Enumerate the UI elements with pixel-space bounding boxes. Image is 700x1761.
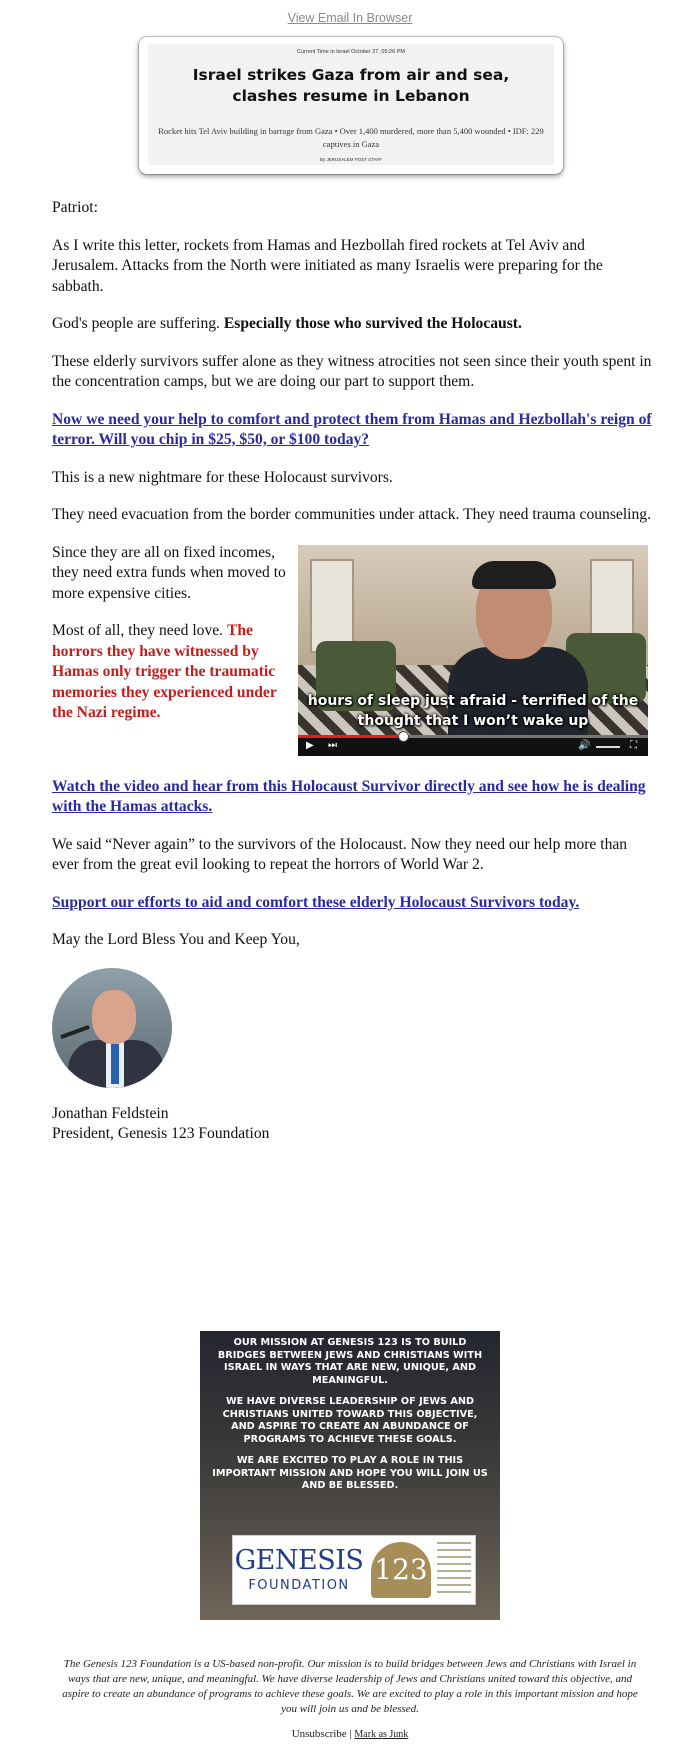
mission-text [212, 1337, 488, 1502]
footer-separator: | [349, 1728, 352, 1740]
footer-links [0, 1728, 700, 1740]
greeting: Patriot: [52, 199, 98, 216]
video-progress-knob[interactable] [398, 731, 409, 742]
headline-byline: By JERUSALEM POST STAFF [319, 157, 383, 162]
play-icon[interactable]: ▶ [306, 739, 314, 751]
logo-foundation-text: FOUNDATION [248, 1578, 350, 1593]
watch-video-link-paragraph [52, 777, 652, 818]
paragraph-suffering [52, 314, 652, 335]
signer-name: Jonathan Feldstein [52, 1104, 169, 1122]
mission-banner [200, 1331, 500, 1620]
news-headline-card[interactable] [139, 37, 563, 174]
headline-title: Israel strikes Gaza from air and sea, clashes resume in Lebanon [192, 66, 510, 105]
paragraph-never-again: We said “Never again” to the survivors of the Holocaust. Now they need our help more than ever from the great evil looking to repeat the horrors of World War 2. [52, 835, 628, 873]
closing-blessing: May the Lord Bless You and Keep You, [52, 931, 300, 948]
news-headline-inner [148, 44, 554, 165]
footer-description: The Genesis 123 Foundation is a US-based non-profit. Our mission is to build bridges between Jews and Christians with Israel in ways that are new, unique, and meaningful. We have diverse leadership of Jews and Christians united toward this objective, and aspire to create an abundance of programs to achieve these goals. We are excited to play a role in this important mission and hope you will join us and be blessed. [62, 1658, 638, 1715]
video-side-text [52, 543, 292, 741]
logo-number-badge: 123 [371, 1542, 431, 1598]
avatar [52, 968, 172, 1088]
mission-paragraph-3: WE ARE EXCITED TO PLAY A ROLE IN THIS IMPORTANT MISSION AND HOPE YOU WILL JOIN US AND BE BLESSED. [212, 1455, 488, 1491]
paragraph-survivors: These elderly survivors suffer alone as they witness atrocities not seen since their youth spent in the concentration camps, but we are doing our part to support them. [52, 352, 652, 390]
avatar-head [92, 990, 136, 1044]
volume-icon[interactable]: 🔊 [578, 739, 591, 751]
video-progress-bar[interactable] [298, 735, 648, 738]
support-survivors-link[interactable]: Support our efforts to aid and comfort these elderly Holocaust Survivors today. [52, 893, 580, 911]
signer-title: President, Genesis 123 Foundation [52, 1125, 270, 1142]
volume-slider[interactable] [596, 746, 620, 748]
view-in-browser-link[interactable]: View Email In Browser [287, 11, 413, 25]
paragraph-love [52, 621, 292, 724]
survivor-video-thumbnail[interactable] [298, 545, 648, 756]
paragraph-rockets: As I write this letter, rockets from Hamas and Hezbollah fired rockets at Tel Aviv and Jerusalem. Attacks from the North were initiated as many Israelis were preparing for the sabbath. [52, 236, 603, 295]
paragraph-evacuation: They need evacuation from the border communities under attack. They need trauma counseling. [52, 506, 651, 523]
letter-body [52, 198, 652, 1145]
logo-wordmark: GENESIS [234, 1545, 364, 1576]
next-icon[interactable]: ⏭ [328, 739, 337, 751]
signature-block [52, 1104, 652, 1145]
fullscreen-icon[interactable]: ⛶ [630, 739, 637, 751]
mark-as-junk-link[interactable]: Mark as Junk [354, 1729, 409, 1740]
survivor-cap [472, 561, 556, 589]
headline-subtitle: Rocket hits Tel Aviv building in barrage from Gaza • Over 1,400 murdered, more than 5,400 wounded • IDF: 229 captives in Gaza [158, 126, 544, 149]
love-text: Most of all, they need love. [52, 622, 224, 639]
video-caption: hours of sleep just afraid - terrified of the thought that I won’t wake up [307, 692, 639, 729]
donate-link-paragraph [52, 410, 652, 451]
donate-link-chip-in[interactable]: Now we need your help to comfort and protect them from Hamas and Hezbollah's reign of terror. Will you chip in $25, $50, or $100 today? [52, 410, 652, 448]
genesis-123-logo [232, 1535, 476, 1605]
mission-paragraph-2: WE HAVE DIVERSE LEADERSHIP OF JEWS AND CHRISTIANS UNITED TOWARD THIS OBJECTIVE, AND ASPIRE TO CREATE AN ABUNDANCE OF PROGRAMS TO ACHIEVE THESE GOALS. [222, 1396, 478, 1445]
microphone-icon [60, 1024, 90, 1038]
suffering-bold-text: Especially those who survived the Holocaust. [223, 315, 522, 332]
logo-hebrew-lines [437, 1542, 471, 1598]
unsubscribe-link[interactable]: Unsubscribe [291, 1728, 347, 1740]
mission-paragraph-1: OUR MISSION AT GENESIS 123 IS TO BUILD BRIDGES BETWEEN JEWS AND CHRISTIANS WITH ISRAEL IN WAYS THAT ARE NEW, UNIQUE, AND MEANINGFUL. [217, 1337, 483, 1386]
video-progress-fill [298, 735, 403, 738]
suffering-text: God's people are suffering. [52, 315, 220, 332]
headline-current-time: Current Time in Israel October 27, 05:26 PM [297, 49, 405, 55]
horrors-red-text: The horrors they have witnessed by Hamas only trigger the traumatic memories they experienced under the Nazi regime. [52, 622, 277, 721]
paragraph-fixed-incomes: Since they are all on fixed incomes, they need extra funds when moved to more expensive cities. [52, 543, 286, 602]
video-window-left [310, 559, 354, 653]
paragraph-nightmare: This is a new nightmare for these Holocaust survivors. [52, 468, 393, 486]
video-section [52, 543, 652, 763]
avatar-tie [111, 1044, 119, 1084]
watch-video-link[interactable]: Watch the video and hear from this Holocaust Survivor directly and see how he is dealing with the Hamas attacks. [52, 777, 646, 815]
support-link-paragraph [52, 893, 652, 914]
